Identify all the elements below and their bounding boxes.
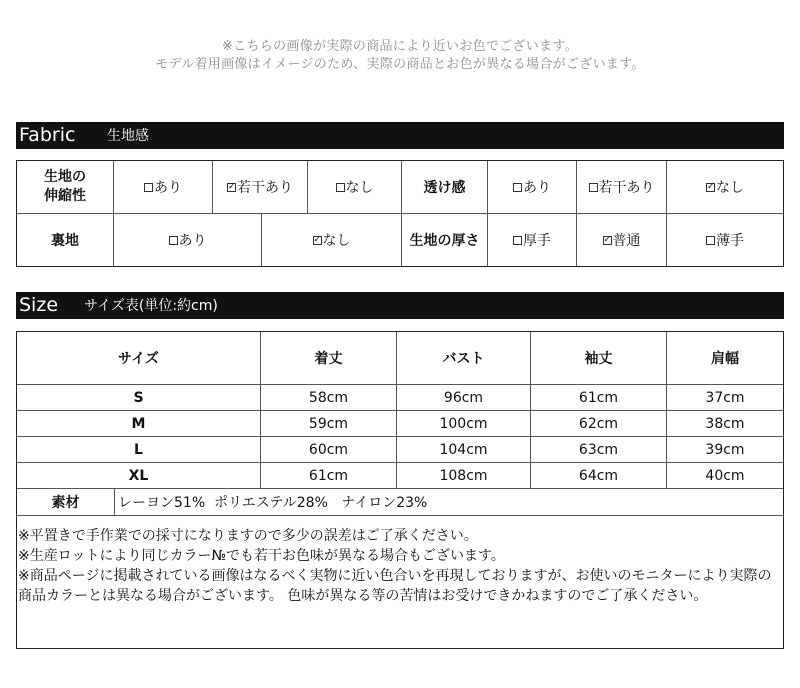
thickness-label: 生地の厚さ [409,233,480,249]
material-value: レーヨン51% ポリエステル28% ナイロン23% [118,495,428,511]
header-bust: バスト [442,351,485,367]
table-cell: 37cm [705,389,745,406]
checkbox-icon [513,183,522,192]
checkbox-icon [336,183,345,192]
size-subtitle: サイズ表(単位:約cm) [84,298,218,314]
header-size: サイズ [118,351,159,367]
table-cell: 59cm [308,415,349,432]
table-cell: 61cm [308,467,349,484]
note-line: ※商品ページに掲載されている画像はなるべく実物に近い色合いを再現しておりますが、お使いのモニターにより実際の商品カラーとは異なる場合がございます。 色味が異なる等の苦情はお受けできかねますのでご了承ください。 [18,568,772,604]
table-cell: 100cm [439,415,488,432]
checkbox-checked-icon: ✓ [707,181,715,192]
checkbox-icon [144,183,153,192]
table-cell: 108cm [439,467,488,484]
note-line: ※生産ロットにより同じカラー№でも若干お色味が異なる場合もございます。 [18,548,505,564]
stretch-option-jakkan[interactable]: ✓ 若干あり [228,180,293,196]
checkbox-icon [706,236,715,245]
table-cell: 40cm [705,467,745,484]
header-shoulder: 肩幅 [711,351,739,367]
table-row-size: M [131,415,146,432]
lining-label: 裏地 [51,233,79,249]
sheer-label: 透け感 [423,180,466,196]
material-label: 素材 [51,495,80,511]
table-cell: 39cm [705,441,745,458]
thickness-option-atsude[interactable]: 厚手 [488,214,576,266]
table-row-size: S [133,389,144,406]
table-cell: 38cm [705,415,745,432]
size-section-header [16,292,784,319]
lining-option-nashi[interactable]: ✓ なし [313,233,351,249]
stretch-option-nashi[interactable]: なし [308,161,401,213]
size-title: Size [19,294,59,316]
thickness-option-futsu[interactable]: ✓ 普通 [603,233,641,249]
table-cell: 64cm [578,467,619,484]
fabric-subtitle: 生地感 [107,128,149,144]
header-sleeve: 袖丈 [584,351,613,367]
notice-line-2: モデル着用画像はイメージのため、実際の商品とお色が異なる場合がございます。 [155,57,645,72]
checkbox-checked-icon: ✓ [228,181,236,192]
checkbox-checked-icon: ✓ [603,234,612,245]
notes [18,526,782,606]
checkbox-icon [589,183,598,192]
table-cell: 96cm [443,389,484,406]
header-length: 着丈 [314,351,343,367]
checkbox-icon [513,236,522,245]
stretch-option-ari[interactable]: あり [114,161,212,213]
table-cell: 104cm [439,441,488,458]
table-cell: 58cm [308,389,349,406]
sheer-option-jakkan[interactable]: 若干あり [577,161,666,213]
table-row-size: L [134,441,143,458]
note-line: ※平置きで手作業での採寸になりますので多少の誤差はご了承ください。 [18,528,478,544]
table-cell: 61cm [578,389,619,406]
sheer-option-ari[interactable]: あり [488,161,576,213]
sheer-option-nashi[interactable]: ✓ なし [707,180,744,196]
table-cell: 63cm [578,441,619,458]
checkbox-icon [169,236,178,245]
thickness-option-usude[interactable]: 薄手 [667,214,783,266]
lining-option-ari[interactable]: あり [114,214,261,266]
table-cell: 62cm [578,415,619,432]
fabric-section-header [16,122,784,149]
checkbox-checked-icon: ✓ [313,234,322,245]
table-cell: 60cm [308,441,349,458]
table-row-size: XL [128,467,149,484]
notice-line-1: ※こちらの画像が実際の商品により近いお色でございます。 [222,39,578,54]
stretch-label: 生地の 伸縮性 [44,169,86,204]
fabric-table [16,160,784,267]
fabric-title: Fabric [19,124,76,146]
